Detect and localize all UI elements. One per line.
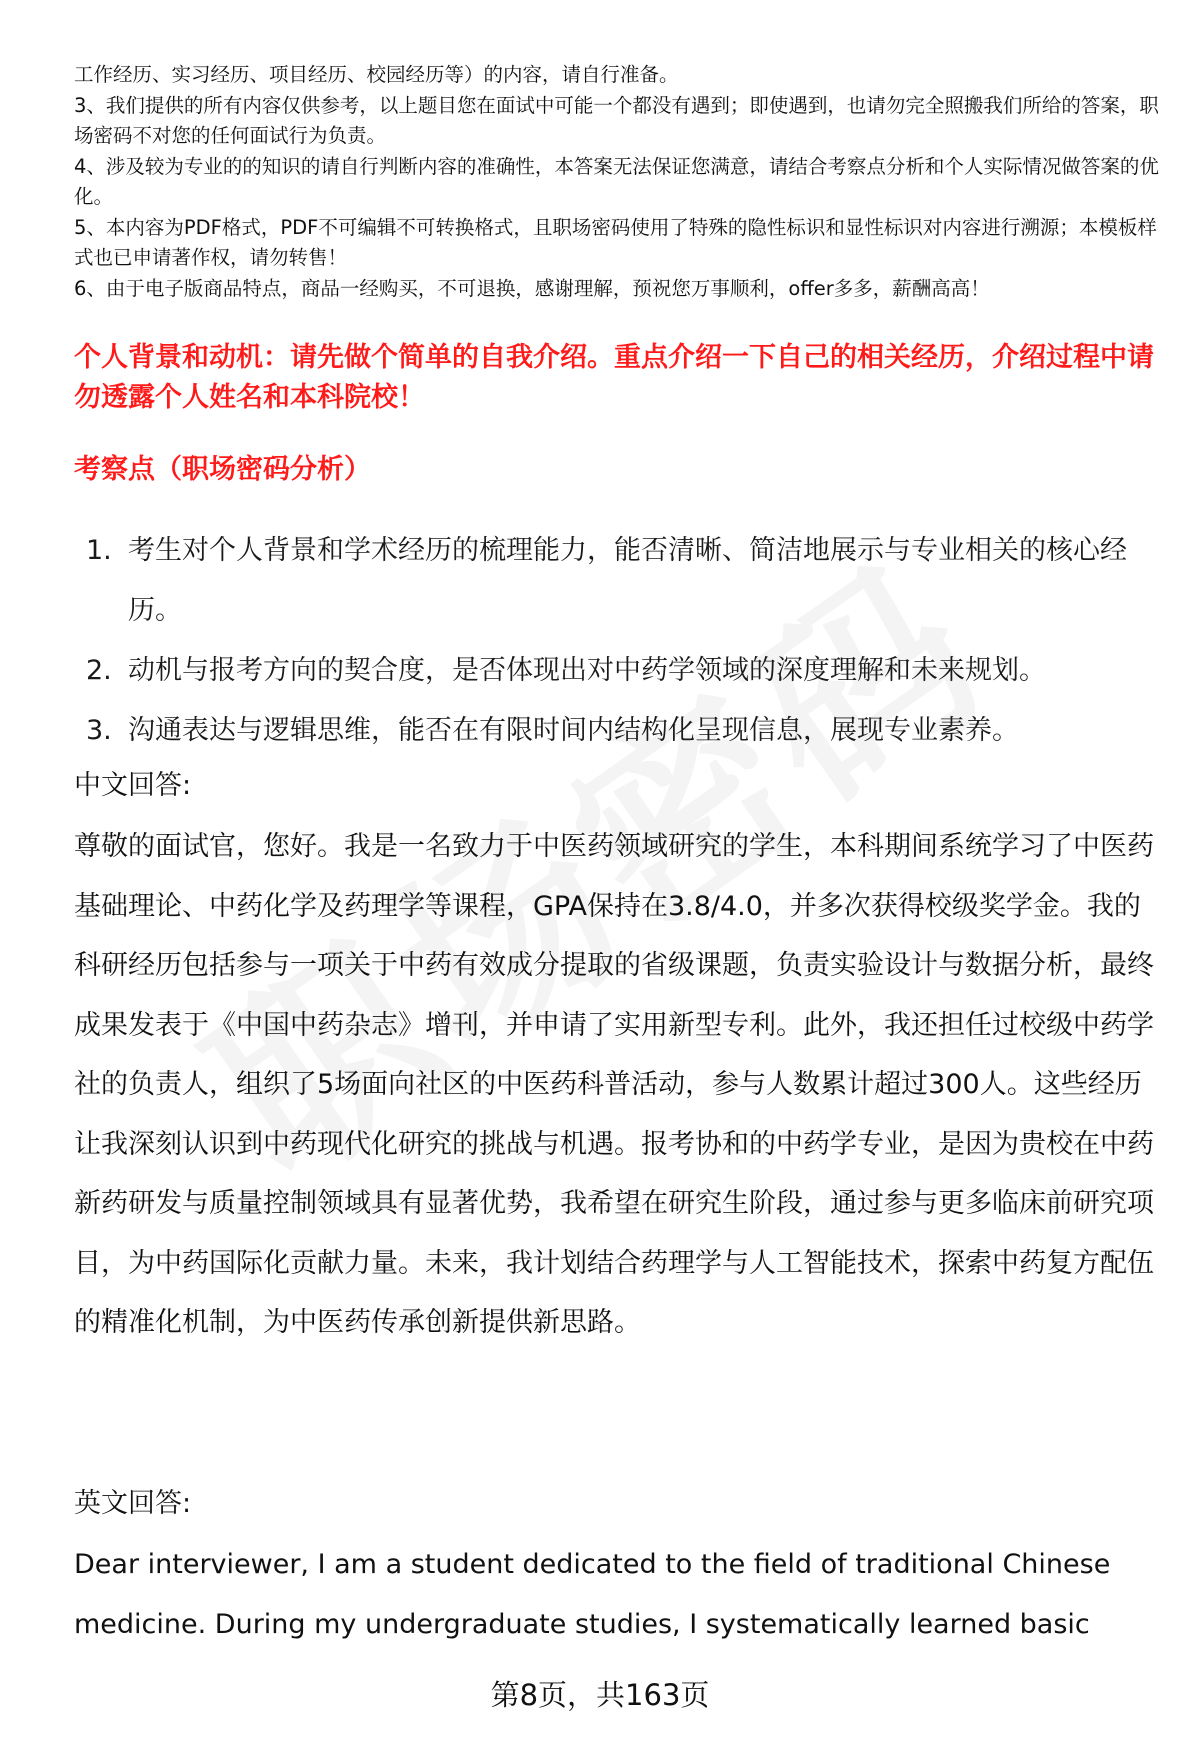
point-text: 沟通表达与逻辑思维，能否在有限时间内结构化呈现信息，展现专业素养。	[128, 715, 1019, 746]
point-text: 考生对个人背景和学术经历的梳理能力，能否清晰、简洁地展示与专业相关的核心经历。	[128, 535, 1127, 626]
point-number: 2.	[86, 655, 112, 686]
notice-line: 4、涉及较为专业的的知识的请自行判断内容的准确性，本答案无法保证您满意，请结合考察点分析和个人实际情况做答案的优化。	[74, 154, 1159, 208]
point-text: 动机与报考方向的契合度，是否体现出对中药学领域的深度理解和未来规划。	[128, 655, 1046, 686]
english-answer-label: 英文回答:	[74, 1488, 192, 1519]
chinese-answer-text: 尊敬的面试官，您好。我是一名致力于中医药领域研究的学生，本科期间系统学习了中医药基础理论、中药化学及药理学等课程，GPA保持在3.8/4.0，并多次获得校级奖学金。我的科研经历包括参与一项关于中药有效成分提取的省级课题，负责实验设计与数据分析，最终成果发表于《中国中药杂志》增刊，并申请了实用新型专利。此外，我还担任过校级中药学社的负责人，组织了5场面向社区的中医药科普活动，参与人数累计超过300人。这些经历让我深刻认识到中药现代化研究的挑战与机遇。报考协和的中药学专业，是因为贵校在中药新药研发与质量控制领域具有显著优势，我希望在研究生阶段，通过参与更多临床前研究项目，为中药国际化贡献力量。未来，我计划结合药理学与人工智能技术，探索中药复方配伍的精准化机制，为中医药传承创新提供新思路。	[74, 831, 1154, 1338]
analysis-heading: 考察点（职场密码分析）	[74, 454, 371, 485]
analysis-points-list	[74, 521, 1164, 761]
notice-line: 6、由于电子版商品特点，商品一经购买，不可退换，感谢理解，预祝您万事顺利，offer多多，薪酬高高！	[74, 276, 990, 300]
notice-line: 5、本内容为PDF格式，PDF不可编辑不可转换格式，且职场密码使用了特殊的隐性标识和显性标识对内容进行溯源；本模板样式也已申请著作权，请勿转售！	[74, 215, 1157, 269]
chinese-answer-label: 中文回答:	[74, 770, 192, 801]
page-number-footer: 第8页，共163页	[490, 1678, 710, 1712]
notice-section	[74, 60, 1164, 304]
analysis-point	[74, 641, 1164, 701]
point-number: 1.	[86, 535, 112, 566]
notice-line: 3、我们提供的所有内容仅供参考，以上题目您在面试中可能一个都没有遇到；即使遇到，也请勿完全照搬我们所给的答案，职场密码不对您的任何面试行为负责。	[74, 93, 1159, 147]
english-answer-text: Dear interviewer, I am a student dedicated to the field of traditional Chinese medicine. During my undergraduate studies, I systematically learned basic	[74, 1549, 1111, 1640]
point-number: 3.	[86, 715, 112, 746]
analysis-point	[74, 701, 1164, 761]
question-heading: 个人背景和动机：请先做个简单的自我介绍。重点介绍一下自己的相关经历，介绍过程中请勿透露个人姓名和本科院校！	[74, 342, 1154, 413]
analysis-point	[74, 521, 1164, 641]
notice-line: 工作经历、实习经历、项目经历、校园经历等）的内容，请自行准备。	[74, 63, 679, 86]
